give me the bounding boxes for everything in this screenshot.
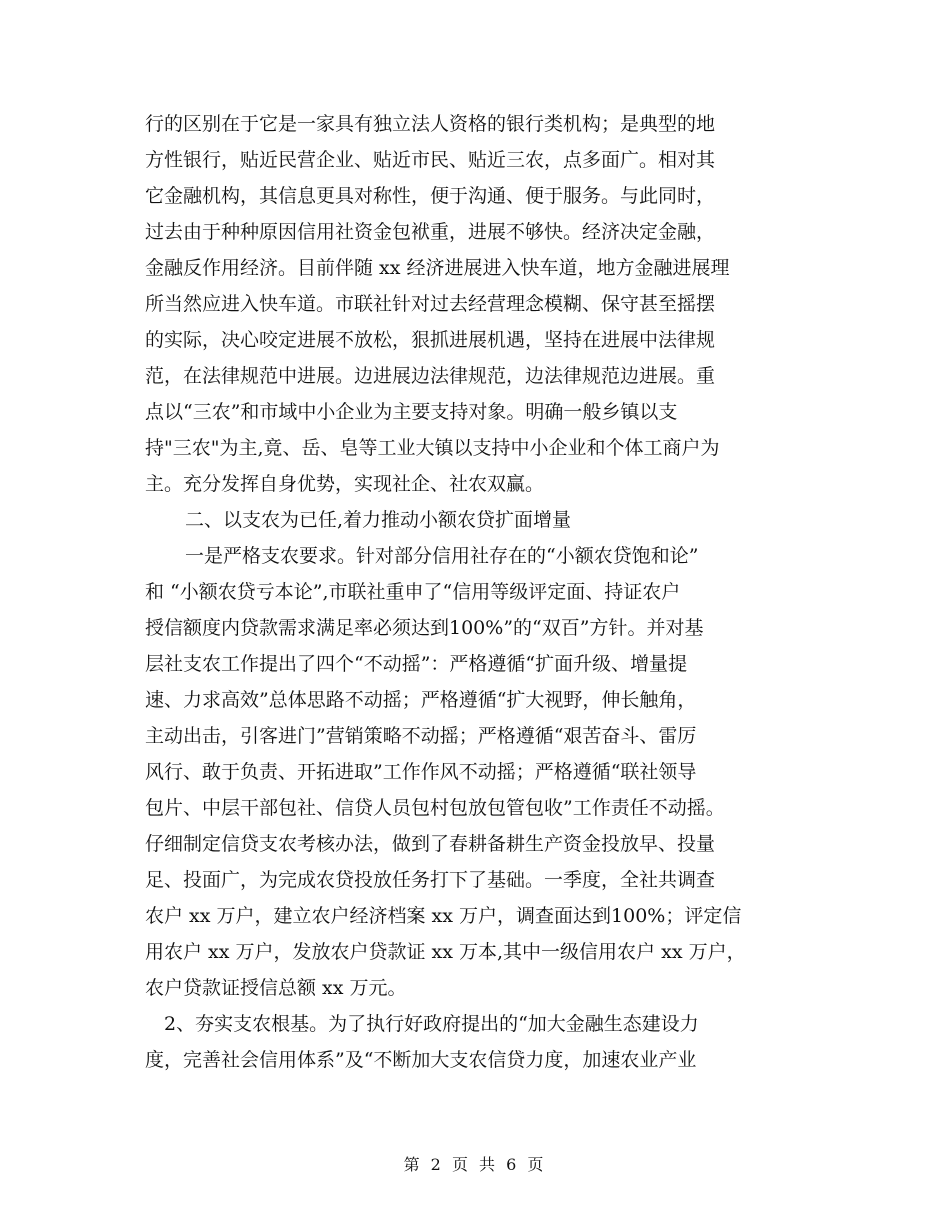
text-line: 主动出击，引客进门”营销策略不动摇；严格遵循“艰苦奋斗、雷厉	[145, 725, 697, 747]
text-line: 行的区别在于它是一家具有独立法人资格的银行类机构；是典型的地	[145, 113, 716, 135]
text-line: 主。充分发挥自身优势，实现社企、社农双赢。	[145, 473, 545, 495]
body-text	[145, 106, 815, 1078]
text-line: 方性银行，贴近民营企业、贴近市民、贴近三农，点多面广。相对其	[145, 149, 716, 171]
text-line: 它金融机构，其信息更具对称性，便于沟通、便于服务。与此同时，	[145, 185, 716, 207]
text-line: 层社支农工作提出了四个“不动摇”：严格遵循“扩面升级、增量提	[145, 653, 688, 675]
text-line: 包片、中层干部包社、信贷人员包村包放包管包收”工作责任不动摇。	[145, 797, 725, 819]
text-line: 授信额度内贷款需求满足率必须达到100%”的“双百”方针。并对基	[145, 617, 704, 639]
text-line: 和 “小额农贷亏本论”,市联社重申了“信用等级评定面、持证农户	[145, 581, 681, 603]
text-line: 过去由于种种原因信用社资金包袱重，进展不够快。经济决定金融，	[145, 221, 716, 243]
text-line: 度，完善社会信用体系”及“不断加大支农信贷力度，加速农业产业	[145, 1049, 697, 1071]
text-line: 的实际，决心咬定进展不放松，狠抓进展机遇，坚持在进展中法律规	[145, 329, 716, 351]
text-line: 速、力求高效”总体思路不动摇；严格遵循“扩大视野，伸长触角，	[145, 689, 697, 711]
text-line: 足、投面广，为完成农贷投放任务打下了基础。一季度，全社共调查	[145, 869, 716, 891]
text-line: 风行、敢于负责、开拓进取”工作作风不动摇；严格遵循“联社领导	[145, 761, 697, 783]
text-line: 用农户 xx 万户，发放农户贷款证 xx 万本,其中一级信用农户 xx 万户，	[145, 941, 746, 963]
text-line: 持"三农"为主,竟、岳、皂等工业大镇以支持中小企业和个体工商户为	[145, 437, 720, 459]
text-line: 农户贷款证授信总额 xx 万元。	[145, 977, 407, 999]
text-line: 农户 xx 万户，建立农户经济档案 xx 万户，调查面达到100%；评定信	[145, 905, 742, 927]
text-line: 二、以支农为已任,着力推动小额农贷扩面增量	[185, 509, 572, 531]
text-line: 金融反作用经济。目前伴随 xx 经济进展进入快车道，地方金融进展理	[145, 257, 730, 279]
text-line: 所当然应进入快车道。市联社针对过去经营理念模糊、保守甚至摇摆	[145, 293, 716, 315]
text-line: 仔细制定信贷支农考核办法，做到了春耕备耕生产资金投放早、投量	[145, 833, 716, 855]
text-line: 点以“三农”和市域中小企业为主要支持对象。明确一般乡镇以支	[145, 401, 678, 423]
page-footer: 第 2 页 共 6 页	[403, 1155, 547, 1174]
text-line: 范，在法律规范中进展。边进展边法律规范，边法律规范边进展。重	[145, 365, 716, 387]
text-line: 一是严格支农要求。针对部分信用社存在的“小额农贷饱和论”	[185, 545, 699, 567]
text-line: 2、夯实支农根基。为了执行好政府提出的“加大金融生态建设力	[164, 1013, 699, 1035]
